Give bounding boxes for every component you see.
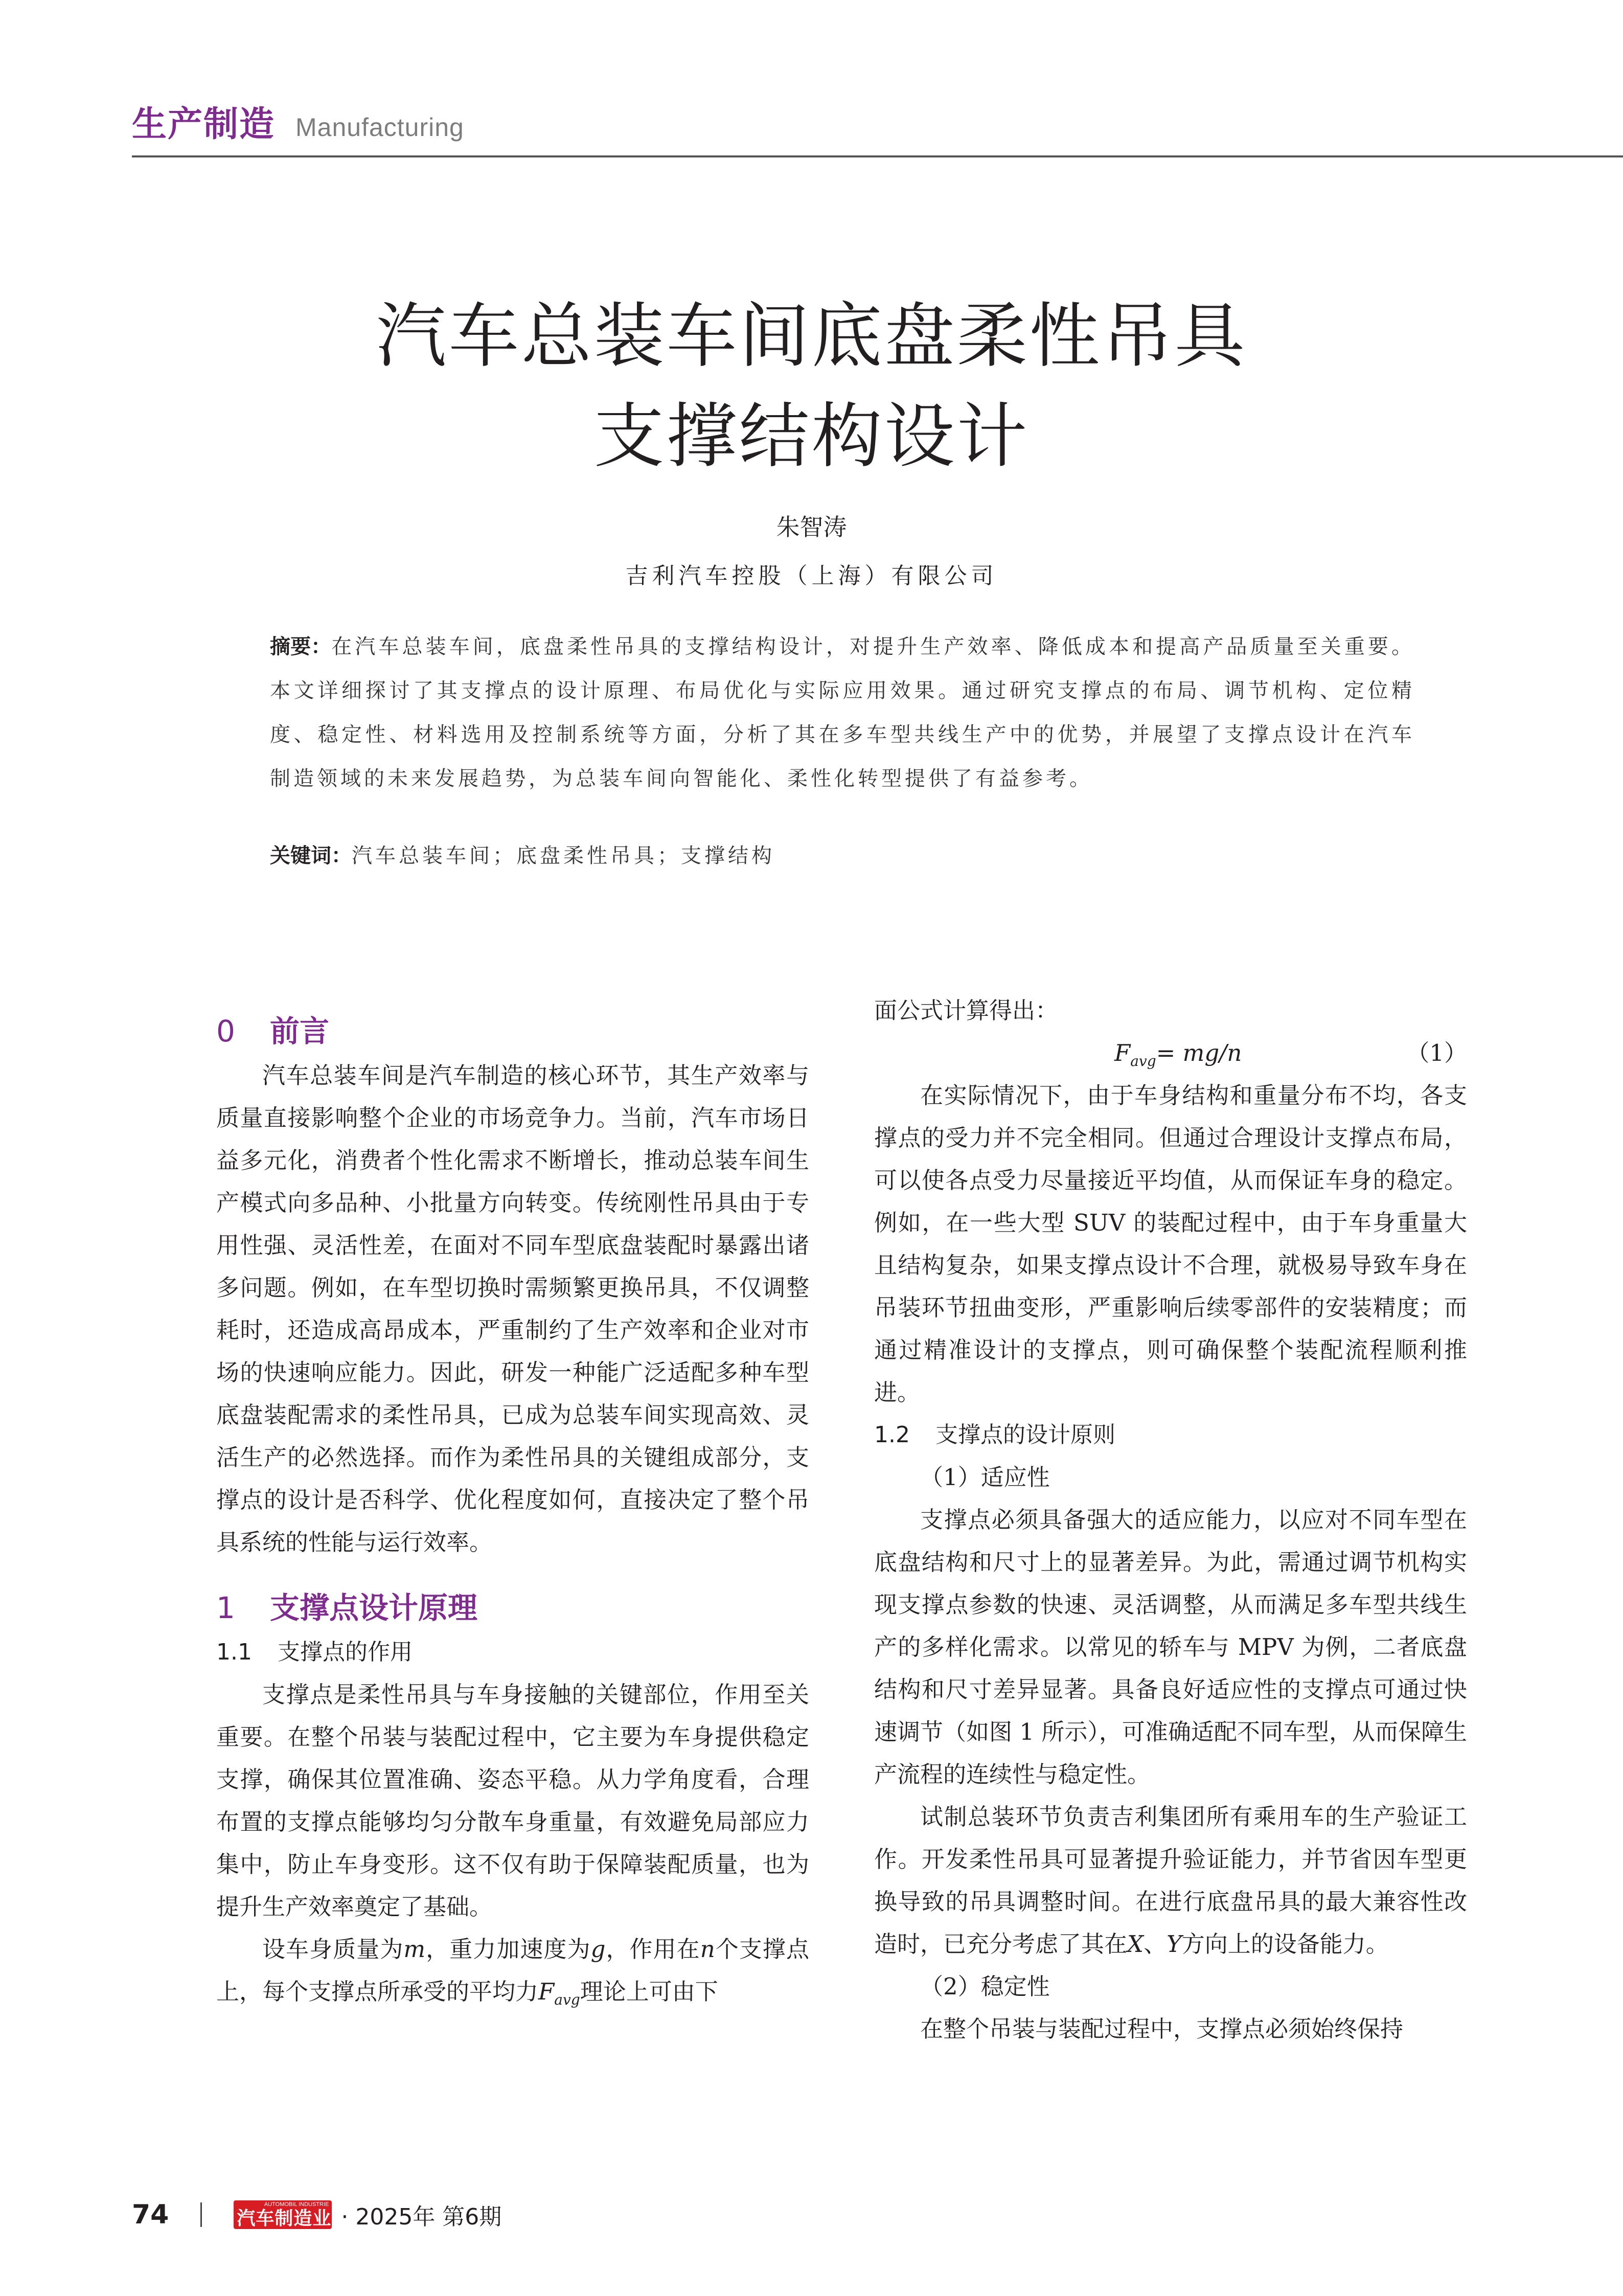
subsection-heading-1-2 [874,1414,1467,1456]
subsection-heading-1-1 [216,1631,809,1673]
issue-info: · 2025年 第6期 [341,2204,502,2230]
equation-number: （1） [1406,1039,1467,1066]
title-line-2: 支撑结构设计 [593,395,1030,478]
text-run: 、 [1144,1930,1167,1958]
equation-lhs: F [1114,1039,1131,1066]
journal-logo-tagline: AUTOMOBIL INDUSTRIE [264,2201,329,2208]
section-number: 0 [216,1014,235,1049]
equation-1 [874,1032,1467,1074]
paragraph: 在整个吊装与装配过程中，支撑点必须始终保持 [920,2015,1404,2042]
equation-rhs: = mg/n [1156,1039,1242,1066]
author: 朱智涛 [776,513,847,541]
text-run: ，重力加速度为 [425,1936,591,1963]
variable-Y: Y [1167,1930,1182,1958]
paragraph-with-variables [874,1795,1467,1965]
list-item-heading: （2）稳定性 [920,1973,1050,2000]
running-header [132,104,464,145]
article-title [0,286,1623,487]
subsection-title: 支撑点的作用 [278,1639,413,1665]
variable-X: X [1127,1930,1144,1958]
section-title: 支撑点设计原理 [270,1590,478,1625]
journal-logo-name: 汽车制造业 [237,2208,332,2229]
footer-divider [200,2202,202,2227]
right-column [874,989,1467,2050]
header-rule [132,155,1623,157]
subsection-number: 1.1 [216,1639,252,1665]
variable-m: m [403,1936,426,1963]
abstract-text: 在汽车总装车间，底盘柔性吊具的支撑结构设计，对提升生产效率、降低成本和提高产品质量至关重要。本文详细探讨了其支撑点的设计原理、布局优化与实际应用效果。通过研究支撑点的布局、调节机构、定位精度、稳定性、材料选用及控制系统等方面，分析了其在多车型共线生产中的优势，并展望了支撑点设计在汽车制造领域的未来发展趋势，为总装车间向智能化、柔性化转型提供了有益参考。 [270,635,1415,790]
paragraph: 汽车总装车间是汽车制造的核心环节，其生产效率与质量直接影响整个企业的市场竞争力。当前，汽车市场日益多元化，消费者个性化需求不断增长，推动总装车间生产模式向多品种、小批量方向转变。传统刚性吊具由于专用性强、灵活性差，在面对不同车型底盘装配时暴露出诸多问题。例如，在车型切换时需频繁更换吊具，不仅调整耗时，还造成高昂成本，严重制约了生产效率和企业对市场的快速响应能力。因此，研发一种能广泛适配多种车型底盘装配需求的柔性吊具，已成为总装车间实现高效、灵活生产的必然选择。而作为柔性吊具的关键组成部分，支撑点的设计是否科学、优化程度如何，直接决定了整个吊具系统的性能与运行效率。 [216,1062,809,1556]
variable-n: n [700,1936,715,1963]
paragraph-continuation: 面公式计算得出： [874,997,1059,1024]
paragraph: 支撑点是柔性吊具与车身接触的关键部位，作用至关重要。在整个吊装与装配过程中，它主要为车身提供稳定支撑，确保其位置准确、姿态平稳。从力学角度看，合理布置的支撑点能够均匀分散车身重量，有效避免局部应力集中，防止车身变形。这不仅有助于保障装配质量，也为提升生产效率奠定了基础。 [216,1681,809,1920]
text-run: 方向上的设备能力。 [1181,1930,1389,1958]
list-item-heading: （1）适应性 [920,1464,1050,1491]
text-run: ，作用在 [605,1936,700,1963]
section-heading-1 [216,1585,809,1631]
affiliation: 吉利汽车控股（上海）有限公司 [625,563,998,589]
page-footer [132,2198,501,2231]
keywords [270,839,775,869]
variable-subscript: avg [554,1991,580,2008]
journal-logo [234,2200,332,2229]
equation-expression [1114,1032,1242,1082]
text-run: 个支撑点上，每个支撑点所承受的平均力 [216,1936,809,2005]
paragraph-with-variables [216,1928,809,2021]
keywords-text: 汽车总装车间；底盘柔性吊具；支撑结构 [352,844,775,868]
section-title: 前言 [270,1014,330,1049]
section-heading-0 [216,1008,809,1054]
subsection-number: 1.2 [874,1422,910,1448]
section-number: 1 [216,1590,235,1625]
section-title-en: Manufacturing [295,113,464,142]
page-number: 74 [132,2199,169,2230]
text-run: 试制总装环节负责吉利集团所有乘用车的生产验证工作。开发柔性吊具可显著提升验证能力，并节省因车型更换导致的吊具调整时间。在进行底盘吊具的最大兼容性改造时，已充分考虑了其在 [874,1803,1467,1958]
equation-subscript: avg [1130,1053,1156,1070]
text-run: 理论上可由下 [580,1978,718,2005]
paragraph: 在实际情况下，由于车身结构和重量分布不均，各支撑点的受力并不完全相同。但通过合理设计支撑点布局，可以使各点受力尽量接近平均值，从而保证车身的稳定。例如，在一些大型 SUV 的装配过程中，由于车身重量大且结构复杂，如果支撑点设计不合理，就极易导致车身在吊装环节扭曲变形，严重影响后续零部件的安装精度；而通过精准设计的支撑点，则可确保整个装配流程顺利推进。 [874,1082,1467,1406]
variable-g: g [590,1936,606,1963]
abstract [270,625,1415,801]
title-line-1: 汽车总装车间底盘柔性吊具 [376,295,1247,377]
abstract-label: 摘要： [270,635,332,658]
section-title-cn: 生产制造 [132,104,276,145]
text-run: 设车身质量为 [262,1936,404,1963]
keywords-label: 关键词： [270,844,352,868]
left-column [216,1008,809,2021]
subsection-title: 支撑点的设计原则 [935,1422,1115,1448]
variable-F: F [538,1978,555,2005]
paragraph: 支撑点必须具备强大的适应能力，以应对不同车型在底盘结构和尺寸上的显著差异。为此，需通过调节机构实现支撑点参数的快速、灵活调整，从而满足多车型共线生产的多样化需求。以常见的轿车与 MPV 为例，二者底盘结构和尺寸差异显著。具备良好适应性的支撑点可通过快速调节（如图 1 所示），可准确适配不同车型，从而保障生产流程的连续性与稳定性。 [874,1506,1467,1788]
